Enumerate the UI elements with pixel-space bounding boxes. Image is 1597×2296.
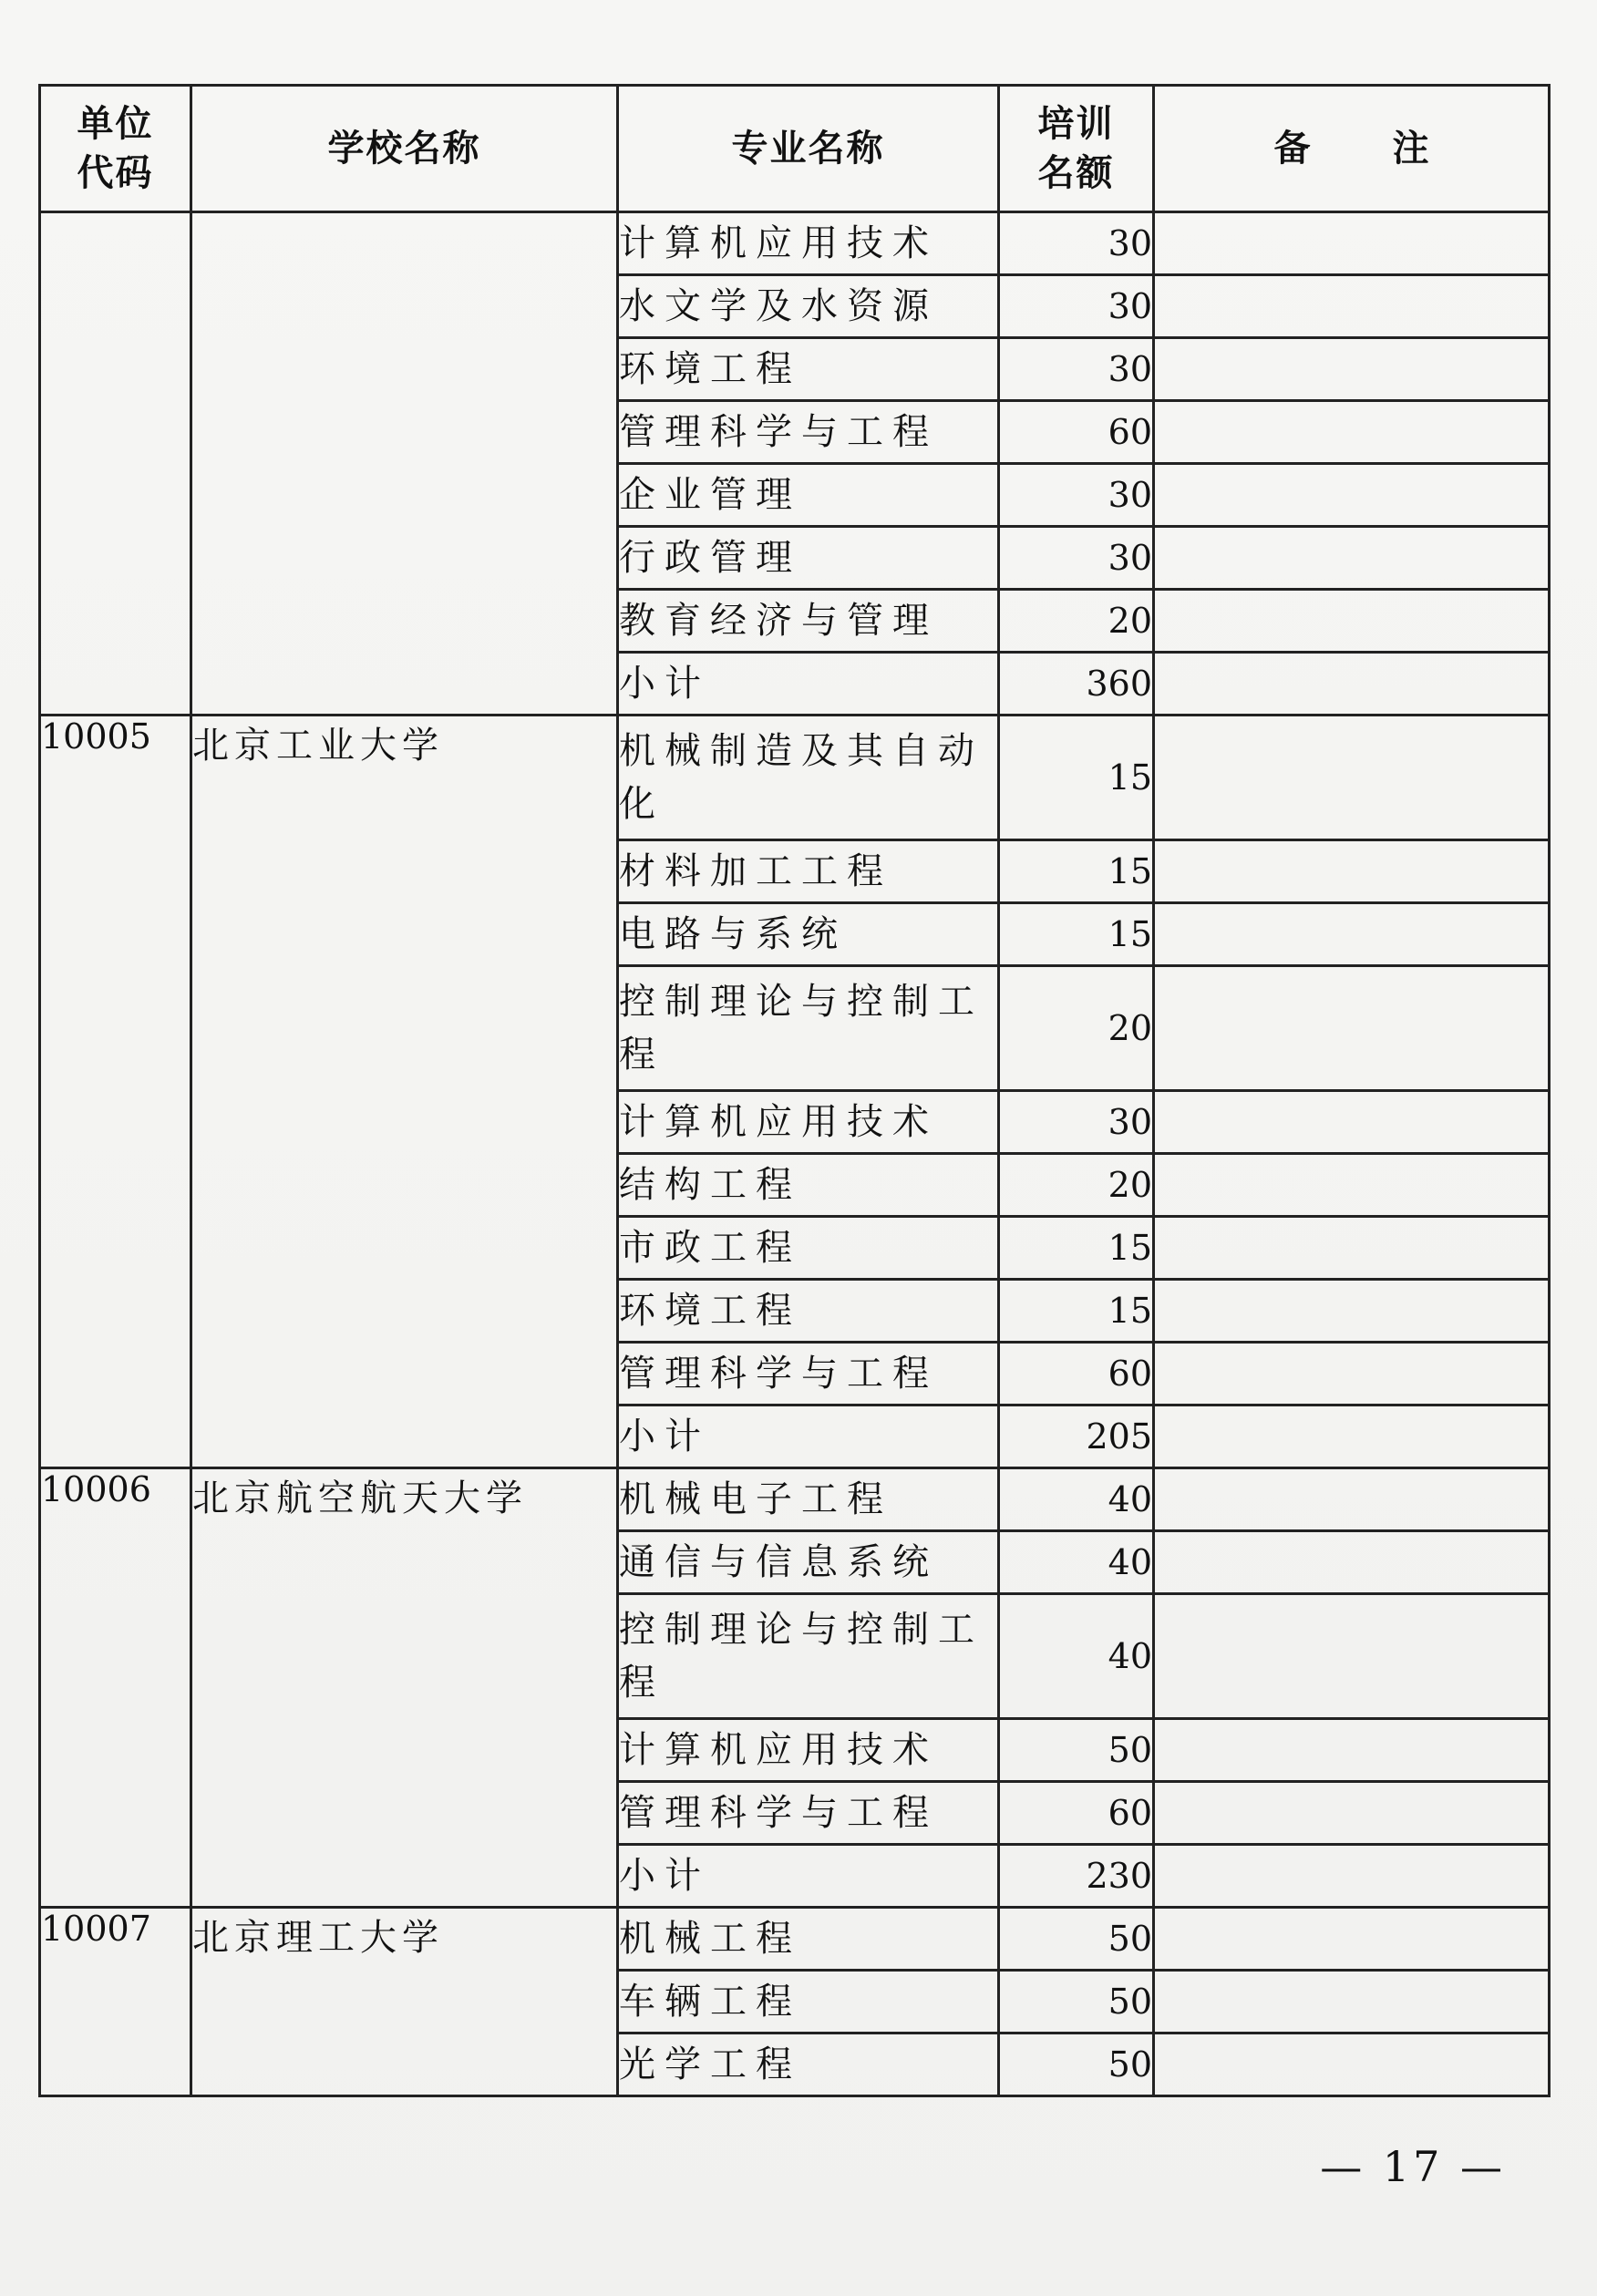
quota-cell: 20 <box>999 966 1154 1091</box>
major-cell: 机械制造及其自动化 <box>618 716 999 840</box>
major-cell: 光学工程 <box>618 2033 999 2096</box>
remark-cell <box>1154 1280 1550 1343</box>
major-cell: 材料加工工程 <box>618 840 999 903</box>
major-cell: 通信与信息系统 <box>618 1531 999 1594</box>
school-name-cell: 北京理工大学 <box>191 1908 618 2096</box>
subtotal-label: 小计 <box>618 1845 999 1908</box>
unit-code-cell: 10007 <box>40 1908 191 2096</box>
remark-cell <box>1154 1782 1550 1845</box>
subtotal-label: 小计 <box>618 653 999 716</box>
quota-cell: 15 <box>999 1280 1154 1343</box>
remark-cell <box>1154 1594 1550 1719</box>
school-name-cell <box>191 212 618 716</box>
subtotal-value: 360 <box>999 653 1154 716</box>
remark-cell <box>1154 1531 1550 1594</box>
remark-cell <box>1154 212 1550 275</box>
quota-cell: 15 <box>999 1217 1154 1280</box>
quota-cell: 50 <box>999 2033 1154 2096</box>
quota-cell: 30 <box>999 1091 1154 1154</box>
quota-cell: 30 <box>999 464 1154 527</box>
header-remark: 备注 <box>1154 86 1550 212</box>
unit-code-cell: 10005 <box>40 716 191 1468</box>
remark-cell <box>1154 653 1550 716</box>
major-cell: 电路与系统 <box>618 903 999 966</box>
quota-cell: 60 <box>999 1782 1154 1845</box>
quota-cell: 40 <box>999 1594 1154 1719</box>
major-cell: 行政管理 <box>618 527 999 590</box>
major-cell: 管理科学与工程 <box>618 1782 999 1845</box>
major-cell: 教育经济与管理 <box>618 590 999 653</box>
remark-cell <box>1154 590 1550 653</box>
page-number: — 17 — <box>1320 2142 1506 2191</box>
major-cell: 管理科学与工程 <box>618 1343 999 1405</box>
unit-code-cell <box>40 212 191 716</box>
major-cell: 机械电子工程 <box>618 1468 999 1531</box>
remark-cell <box>1154 338 1550 401</box>
remark-cell <box>1154 1343 1550 1405</box>
major-cell: 市政工程 <box>618 1217 999 1280</box>
quota-cell: 30 <box>999 527 1154 590</box>
major-cell: 管理科学与工程 <box>618 401 999 464</box>
major-cell: 计算机应用技术 <box>618 1719 999 1782</box>
table-row <box>40 1908 1550 1971</box>
header-major-name: 专业名称 <box>618 86 999 212</box>
school-name-cell: 北京航空航天大学 <box>191 1468 618 1908</box>
quota-cell: 50 <box>999 1971 1154 2033</box>
table-row <box>40 212 1550 275</box>
header-quota: 培训名额 <box>999 86 1154 212</box>
table-row <box>40 1468 1550 1531</box>
quota-cell: 30 <box>999 338 1154 401</box>
remark-cell <box>1154 1091 1550 1154</box>
subtotal-value: 230 <box>999 1845 1154 1908</box>
remark-cell <box>1154 1468 1550 1531</box>
major-cell: 水文学及水资源 <box>618 275 999 338</box>
remark-cell <box>1154 1908 1550 1971</box>
quota-cell: 20 <box>999 590 1154 653</box>
quota-cell: 40 <box>999 1531 1154 1594</box>
major-cell: 控制理论与控制工程 <box>618 1594 999 1719</box>
quota-cell: 20 <box>999 1154 1154 1217</box>
header-school-name: 学校名称 <box>191 86 618 212</box>
major-cell: 控制理论与控制工程 <box>618 966 999 1091</box>
quota-cell: 15 <box>999 716 1154 840</box>
remark-cell <box>1154 464 1550 527</box>
school-name-cell: 北京工业大学 <box>191 716 618 1468</box>
quota-cell: 15 <box>999 840 1154 903</box>
quota-cell: 30 <box>999 275 1154 338</box>
major-cell: 结构工程 <box>618 1154 999 1217</box>
unit-code-cell: 10006 <box>40 1468 191 1908</box>
table-row <box>40 716 1550 840</box>
quota-cell: 60 <box>999 401 1154 464</box>
major-cell: 环境工程 <box>618 338 999 401</box>
header-unit-code: 单位代码 <box>40 86 191 212</box>
quota-cell: 40 <box>999 1468 1154 1531</box>
remark-cell <box>1154 1719 1550 1782</box>
remark-cell <box>1154 716 1550 840</box>
remark-cell <box>1154 527 1550 590</box>
major-cell: 机械工程 <box>618 1908 999 1971</box>
remark-cell <box>1154 840 1550 903</box>
training-quota-table <box>38 84 1551 2097</box>
remark-cell <box>1154 275 1550 338</box>
remark-cell <box>1154 903 1550 966</box>
quota-cell: 60 <box>999 1343 1154 1405</box>
remark-cell <box>1154 1217 1550 1280</box>
remark-cell <box>1154 1845 1550 1908</box>
remark-cell <box>1154 966 1550 1091</box>
remark-cell <box>1154 1405 1550 1468</box>
major-cell: 环境工程 <box>618 1280 999 1343</box>
remark-cell <box>1154 1971 1550 2033</box>
quota-cell: 15 <box>999 903 1154 966</box>
major-cell: 企业管理 <box>618 464 999 527</box>
remark-cell <box>1154 1154 1550 1217</box>
quota-cell: 50 <box>999 1908 1154 1971</box>
major-cell: 计算机应用技术 <box>618 212 999 275</box>
quota-cell: 50 <box>999 1719 1154 1782</box>
remark-cell <box>1154 2033 1550 2096</box>
subtotal-value: 205 <box>999 1405 1154 1468</box>
major-cell: 计算机应用技术 <box>618 1091 999 1154</box>
subtotal-label: 小计 <box>618 1405 999 1468</box>
major-cell: 车辆工程 <box>618 1971 999 2033</box>
table-header-row <box>40 86 1550 212</box>
remark-cell <box>1154 401 1550 464</box>
quota-cell: 30 <box>999 212 1154 275</box>
